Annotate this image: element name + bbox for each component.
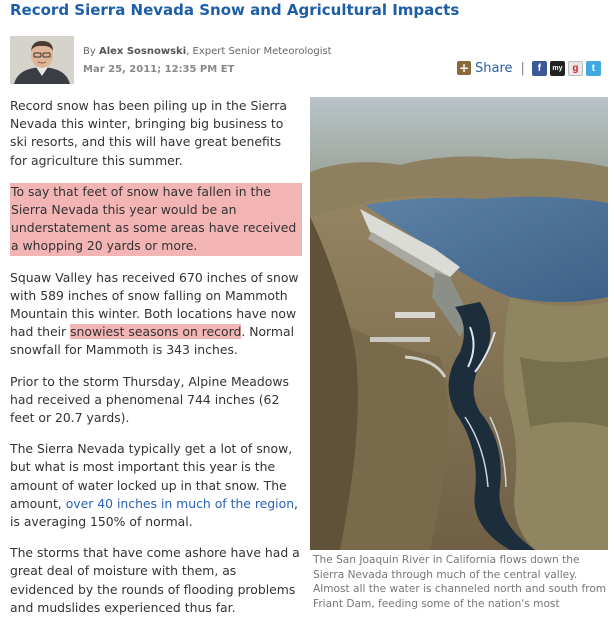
region-link[interactable]: over 40 inches in much of the region [65, 495, 295, 511]
myspace-icon[interactable]: my [550, 61, 565, 76]
paragraph-3 [10, 269, 302, 360]
paragraph-5-text-b: , is averaging 150% of normal. [10, 495, 298, 530]
article-body [10, 97, 302, 630]
author-role: , Expert Senior Meteorologist [186, 46, 332, 57]
publish-date: Mar 25, 2011; 12:35 PM ET [83, 64, 235, 75]
twitter-icon[interactable]: t [586, 61, 601, 76]
google-icon[interactable]: g [568, 61, 583, 76]
paragraph-3-text-b: . Normal snowfall for Mammoth is 343 inches. [10, 324, 295, 358]
paragraph-5-text-a: The Sierra Nevada typically get a lot of snow, but what is most important this year is the amount of water locked up in that snow. The amount, [10, 441, 293, 511]
author-name[interactable]: Alex Sosnowski [98, 46, 187, 57]
author-avatar [10, 36, 74, 84]
photo-caption: The San Joaquin River in California flows down the Sierra Nevada through much of the central valley. Almost all the water is channeled north and south from Friant Dam, feeding some of the nation's most [313, 554, 607, 610]
dam-photo [310, 97, 608, 550]
snowiest-seasons-highlight: snowiest seasons on record [70, 324, 242, 340]
share-link[interactable]: Share [475, 60, 513, 76]
paragraph-2-highlighted: To say that feet of snow have fallen in the Sierra Nevada this year would be an understatement as some areas have received a whopping 20 yards or more. [10, 183, 302, 256]
paragraph-4: Prior to the storm Thursday, Alpine Meadows had received a phenomenal 744 inches (62 feet or 20.7 yards). [10, 373, 289, 426]
paragraph-1: Record snow has been piling up in the Sierra Nevada this winter, bringing big business to ski resorts, and this will have great benefits for agriculture this summer. [10, 98, 287, 168]
article-title: Record Sierra Nevada Snow and Agricultural Impacts [10, 1, 460, 19]
share-bar [457, 59, 604, 77]
share-plus-icon[interactable]: + [458, 61, 470, 75]
facebook-icon[interactable]: f [532, 61, 547, 76]
byline-prefix: By [83, 46, 96, 57]
paragraph-5 [10, 440, 302, 531]
paragraph-6: The storms that have come ashore have had a great deal of moisture with them, as evidenced by the rounds of flooding problems and mudslides experienced thus far. [10, 545, 300, 615]
paragraph-3-text-a: Squaw Valley has received 670 inches of snow with 589 inches of snow falling on Mammoth Mountain this winter. Both locations have now had their [10, 269, 299, 340]
byline [83, 46, 332, 57]
share-separator: | [520, 60, 525, 76]
